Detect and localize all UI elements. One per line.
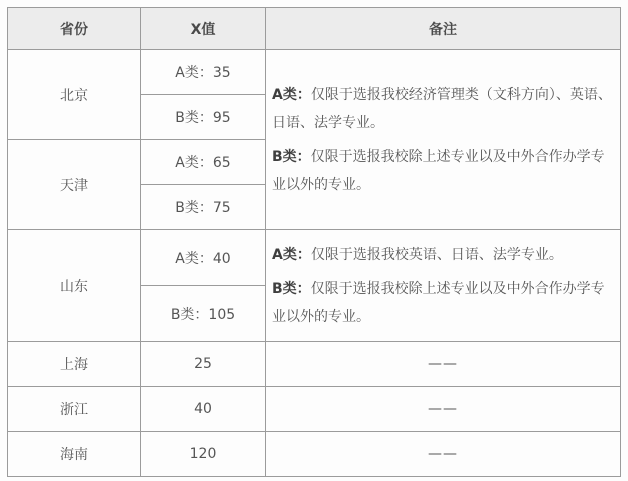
remark-a-text: 仅限于选报我校经济管理类（文科方向）、英语、日语、法学专业。 [272, 86, 612, 131]
province-cell-shandong: 山东 [8, 230, 141, 342]
value-cell-tianjin-b: B类：75 [141, 185, 266, 230]
header-province: 省份 [8, 8, 141, 50]
remark-paragraph-b [272, 143, 614, 199]
table-row-beijing-a [8, 50, 621, 95]
value-cell-shandong-b: B类：105 [141, 286, 266, 342]
remark-cell-hainan: —— [266, 432, 621, 477]
value-cell-tianjin-a: A类：65 [141, 140, 266, 185]
remark-a-label: A类： [272, 86, 311, 103]
value-cell-hainan: 120 [141, 432, 266, 477]
value-cell-shandong-a: A类：40 [141, 230, 266, 286]
value-cell-beijing-b: B类：95 [141, 95, 266, 140]
remark-cell-shandong [266, 230, 621, 342]
province-score-table [7, 7, 621, 477]
remark-paragraph-a [272, 81, 614, 137]
remark-b-label: B类： [272, 148, 311, 165]
table-row-shanghai [8, 342, 621, 387]
remark-b-text: 仅限于选报我校除上述专业以及中外合作办学专业以外的专业。 [272, 148, 605, 193]
remark-cell-zhejiang: —— [266, 387, 621, 432]
province-cell-zhejiang: 浙江 [8, 387, 141, 432]
province-cell-tianjin: 天津 [8, 140, 141, 230]
value-cell-beijing-a: A类：35 [141, 50, 266, 95]
province-cell-beijing: 北京 [8, 50, 141, 140]
table-header-row [8, 8, 621, 50]
value-cell-zhejiang: 40 [141, 387, 266, 432]
table-row-shandong-a [8, 230, 621, 286]
value-cell-shanghai: 25 [141, 342, 266, 387]
province-cell-hainan: 海南 [8, 432, 141, 477]
remark-paragraph-a [272, 241, 614, 269]
remark-cell-shanghai: —— [266, 342, 621, 387]
table-row-zhejiang [8, 387, 621, 432]
header-xvalue: X值 [141, 8, 266, 50]
province-cell-shanghai: 上海 [8, 342, 141, 387]
remark-b-text: 仅限于选报我校除上述专业以及中外合作办学专业以外的专业。 [272, 280, 605, 325]
remark-cell-beijing-tianjin [266, 50, 621, 230]
table-row-hainan [8, 432, 621, 477]
remark-a-text: 仅限于选报我校英语、日语、法学专业。 [310, 246, 563, 263]
remark-b-label: B类： [272, 280, 311, 297]
remark-paragraph-b [272, 275, 614, 331]
header-remark: 备注 [266, 8, 621, 50]
remark-a-label: A类： [272, 246, 311, 263]
